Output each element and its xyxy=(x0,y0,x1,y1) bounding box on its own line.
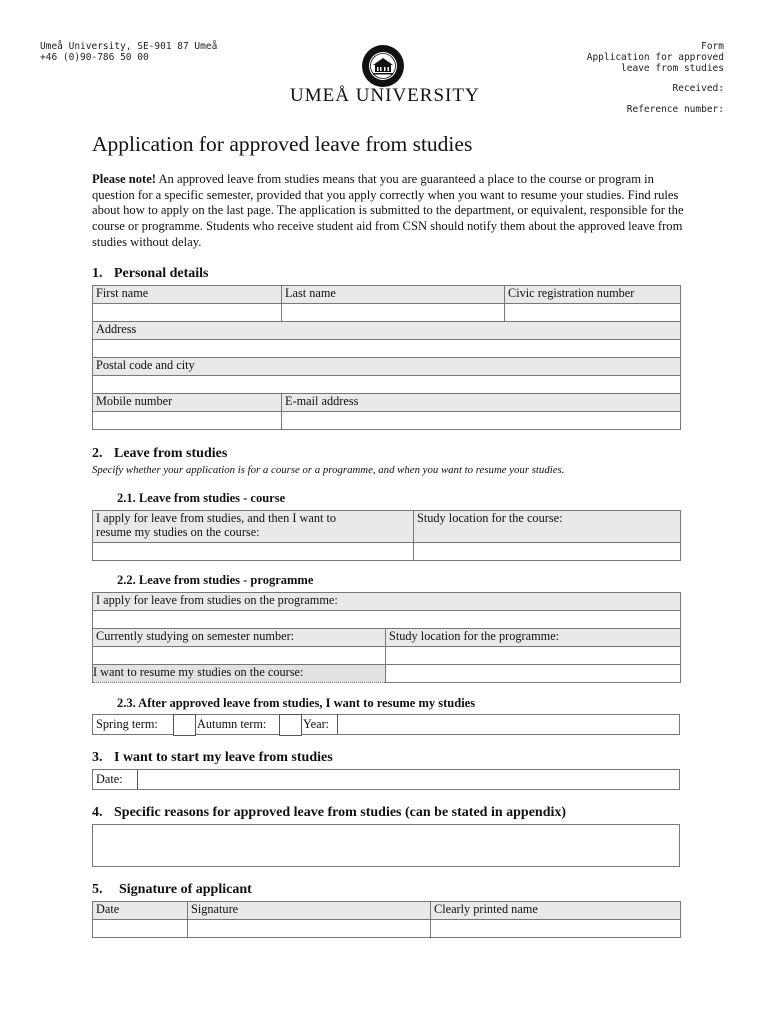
mobile-field[interactable] xyxy=(93,412,282,430)
start-date-label: Date: xyxy=(96,772,123,786)
section-title: I want to start my leave from studies xyxy=(114,750,333,765)
section-title: Specific reasons for approved leave from studies (can be stated in appendix) xyxy=(114,805,567,820)
course-apply-line1: I apply for leave from studies, and then I want to xyxy=(96,511,337,525)
programme-leave-table xyxy=(92,592,681,683)
section-number: 3. xyxy=(92,750,103,765)
email-field[interactable] xyxy=(282,412,681,430)
first-name-label: First name xyxy=(93,286,282,304)
reference-number-label: Reference number: xyxy=(626,104,724,115)
reasons-field[interactable] xyxy=(92,824,680,867)
section-number: 5. xyxy=(92,882,103,897)
section-title: Signature of applicant xyxy=(119,882,252,897)
note-bold: Please note! xyxy=(92,172,156,186)
section-2-2-heading: 2.2. Leave from studies - programme xyxy=(117,573,314,587)
university-seal-logo xyxy=(361,44,405,88)
printed-name-field[interactable] xyxy=(431,920,681,938)
last-name-label: Last name xyxy=(282,286,505,304)
section-number: 1. xyxy=(92,266,103,281)
start-date-field[interactable] xyxy=(138,770,678,789)
section-title: Personal details xyxy=(114,266,209,281)
postal-field[interactable] xyxy=(93,376,681,394)
start-date-row xyxy=(92,769,680,790)
programme-field[interactable] xyxy=(93,611,681,629)
phone-line: +46 (0)90-786 50 00 xyxy=(40,52,149,63)
course-apply-label xyxy=(93,511,414,543)
section-1-heading xyxy=(92,266,209,282)
university-address xyxy=(40,41,217,63)
programme-location-label: Study location for the programme: xyxy=(386,629,681,647)
section-number: 4. xyxy=(92,805,103,820)
form-info xyxy=(587,41,724,74)
course-field[interactable] xyxy=(93,543,414,561)
resume-course-label: I want to resume my studies on the course: xyxy=(93,665,386,683)
signature-label: Signature xyxy=(188,902,431,920)
last-name-field[interactable] xyxy=(282,304,505,322)
signature-field[interactable] xyxy=(188,920,431,938)
resume-term-row xyxy=(92,714,680,735)
section-4-heading xyxy=(92,805,566,821)
programme-apply-label: I apply for leave from studies on the programme: xyxy=(93,593,681,611)
course-location-field[interactable] xyxy=(414,543,681,561)
spring-term-checkbox[interactable] xyxy=(173,714,196,736)
signature-date-label: Date xyxy=(93,902,188,920)
autumn-term-label: Autumn term: xyxy=(197,717,267,731)
signature-table xyxy=(92,901,681,938)
note-paragraph xyxy=(92,172,684,251)
section-2-instruction: Specify whether your application is for a course or a programme, and when you want to resume your studies. xyxy=(92,464,565,476)
section-number: 2. xyxy=(92,446,103,461)
section-5-heading xyxy=(92,882,252,898)
civic-number-label: Civic registration number xyxy=(505,286,681,304)
year-field[interactable] xyxy=(338,715,678,734)
form-name-line2: leave from studies xyxy=(621,63,724,74)
mobile-label: Mobile number xyxy=(93,394,282,412)
personal-details-table xyxy=(92,285,681,430)
resume-course-field[interactable] xyxy=(386,665,681,683)
page-title: Application for approved leave from studies xyxy=(92,132,473,156)
section-title: Leave from studies xyxy=(114,446,228,461)
form-name-line1: Application for approved xyxy=(586,52,724,63)
semester-number-field[interactable] xyxy=(93,647,386,665)
course-location-label: Study location for the course: xyxy=(414,511,681,543)
spring-term-label: Spring term: xyxy=(96,717,158,731)
civic-number-field[interactable] xyxy=(505,304,681,322)
email-label: E-mail address xyxy=(282,394,681,412)
first-name-field[interactable] xyxy=(93,304,282,322)
address-label: Address xyxy=(93,322,681,340)
address-line: Umeå University, SE-901 87 Umeå xyxy=(40,41,218,52)
note-text: An approved leave from studies means that you are guaranteed a place to the course or program in question for a specific semester, provided that you apply correctly when you want to resume your studies. Find rules about how to apply on the last page. The application is submitted to the department, or equivalent, responsible for the course or programme. Students who receive student aid from CSN should notify them about the approved leave from studies without delay. xyxy=(92,172,684,249)
section-2-1-heading: 2.1. Leave from studies - course xyxy=(117,491,286,505)
signature-date-field[interactable] xyxy=(93,920,188,938)
programme-location-field[interactable] xyxy=(386,647,681,665)
semester-number-label: Currently studying on semester number: xyxy=(93,629,386,647)
section-2-3-heading: 2.3. After approved leave from studies, I want to resume my studies xyxy=(117,696,476,710)
received-label: Received: xyxy=(672,83,724,94)
autumn-term-checkbox[interactable] xyxy=(279,714,302,736)
section-3-heading xyxy=(92,750,333,766)
year-label: Year: xyxy=(303,717,330,731)
address-field[interactable] xyxy=(93,340,681,358)
postal-label: Postal code and city xyxy=(93,358,681,376)
course-leave-table xyxy=(92,510,681,561)
section-2-heading xyxy=(92,446,227,462)
printed-name-label: Clearly printed name xyxy=(431,902,681,920)
form-label: Form xyxy=(701,41,724,52)
university-name: UMEÅ UNIVERSITY xyxy=(290,85,480,106)
course-apply-line2: resume my studies on the course: xyxy=(96,525,260,539)
